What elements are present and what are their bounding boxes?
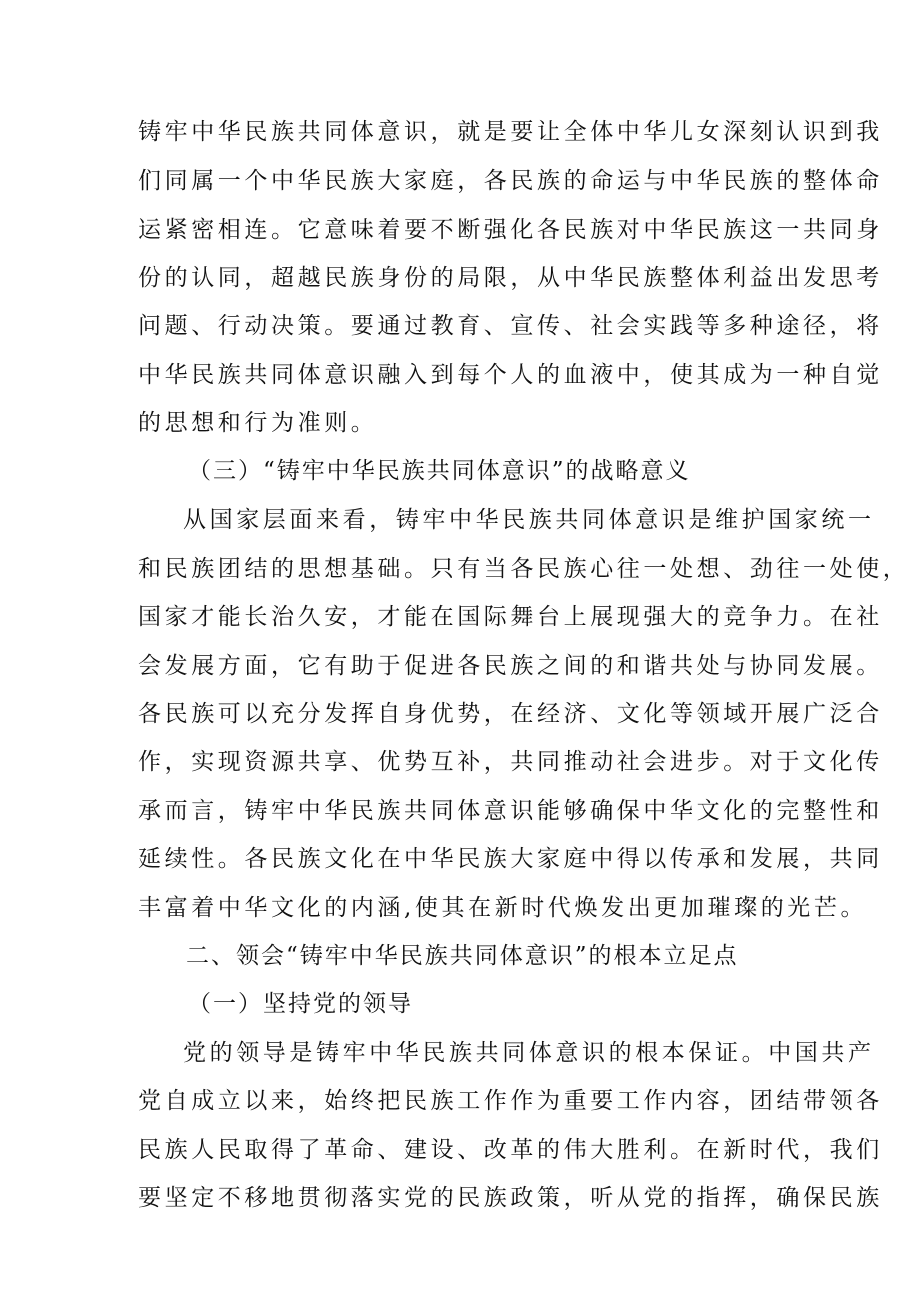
text-line: 国家才能长治久安，才能在国际舞台上展现强大的竞争力。在社 [138,604,883,630]
text-line: 运紧密相连。它意味着要不断强化各民族对中华民族这一共同身 [138,217,883,243]
text-line: 民族人民取得了革命、建设、改革的伟大胜利。在新时代，我们 [138,1137,883,1163]
text-line: 作，实现资源共享、优势互补，共同推动社会进步。对于文化传 [138,749,883,775]
text-line: 会发展方面，它有助于促进各民族之间的和谐共处与协同发展。 [138,653,883,679]
chapter-heading: 二、领会“铸牢中华民族共同体意识”的根本立足点 [186,943,739,969]
text-line: 各民族可以充分发挥自身优势，在经济、文化等领域开展广泛合 [138,701,883,727]
text-line: 问题、行动决策。要通过教育、宣传、社会实践等多种途径，将 [138,313,883,339]
text-line: 中华民族共同体意识融入到每个人的血液中，使其成为一种自觉 [138,362,883,388]
text-line: 党的领导是铸牢中华民族共同体意识的根本保证。中国共产 [183,1040,875,1066]
text-line: 要坚定不移地贯彻落实党的民族政策，听从党的指挥，确保民族 [138,1185,883,1211]
text-line: 党自成立以来，始终把民族工作作为重要工作内容，团结带领各 [138,1088,883,1114]
section-heading: （三）“铸牢中华民族共同体意识”的战略意义 [188,458,691,484]
text-line: 铸牢中华民族共同体意识，就是要让全体中华儿女深刻认识到我 [138,119,883,145]
text-line: 从国家层面来看，铸牢中华民族共同体意识是维护国家统一 [183,507,875,533]
text-line: 的思想和行为准则。 [138,410,378,436]
text-line: 份的认同，超越民族身份的局限，从中华民族整体利益出发思考 [138,265,883,291]
text-line: 延续性。各民族文化在中华民族大家庭中得以传承和发展，共同 [138,846,883,872]
text-line: 丰富着中华文化的内涵,使其在新时代焕发出更加璀璨的光芒。 [138,895,868,921]
text-line: 承而言，铸牢中华民族共同体意识能够确保中华文化的完整性和 [138,798,883,824]
text-line: 和民族团结的思想基础。只有当各民族心往一处想、劲往一处使， [138,556,910,582]
section-heading: （一）坚持党的领导 [188,991,413,1017]
text-line: 们同属一个中华民族大家庭，各民族的命运与中华民族的整体命 [138,168,883,194]
